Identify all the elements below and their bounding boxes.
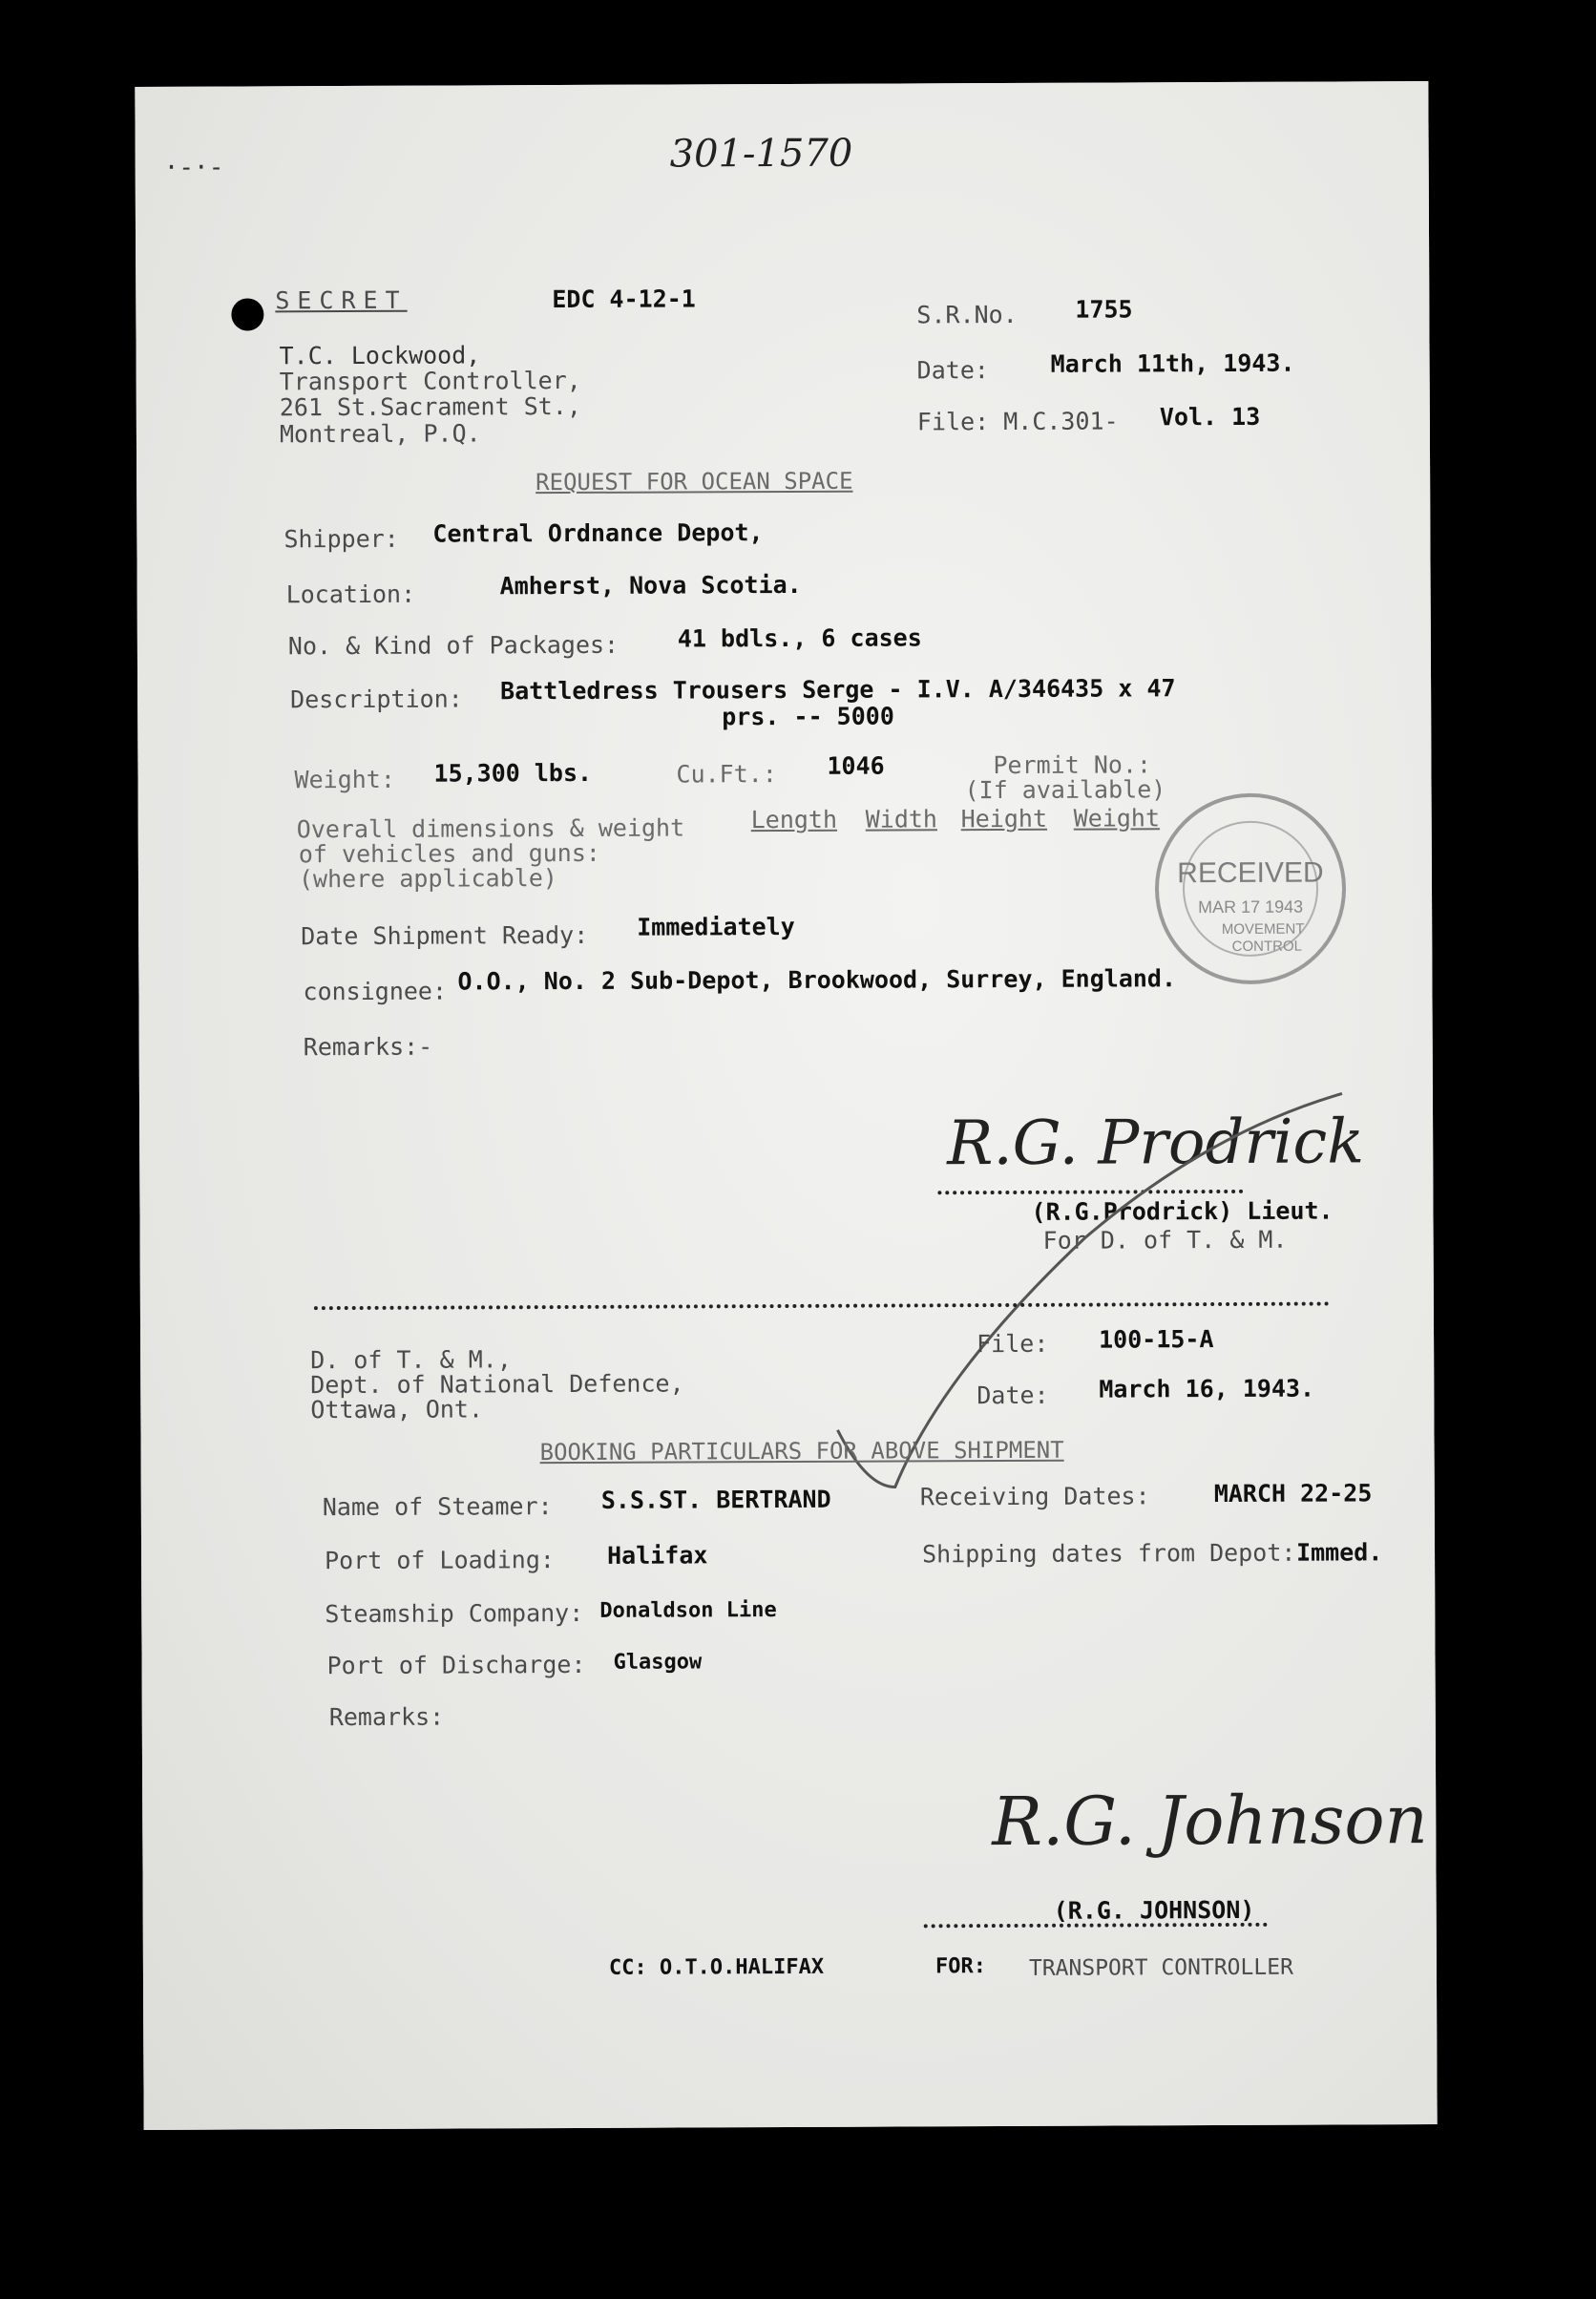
file-label: File: M.C.301- [916, 407, 1119, 436]
prodrick-signature: R.G. Prodrick [947, 1107, 1365, 1180]
remarks-label: Remarks:- [303, 1032, 433, 1062]
sender-line-4: Montreal, P.Q. [279, 419, 481, 449]
dimensions-line-2: of vehicles and guns: [298, 838, 600, 869]
booking-date-label: Date: [976, 1381, 1049, 1410]
addressee-line-1: D. of T. & M., [310, 1345, 512, 1375]
date-label: Date: [916, 356, 989, 385]
stamp-date: MAR 17 1943 [1198, 896, 1304, 917]
for-label: FOR: [934, 1954, 986, 1979]
discharge-label: Port of Discharge: [326, 1650, 586, 1680]
request-title: REQUEST FOR OCEAN SPACE [536, 467, 853, 496]
booking-date-value: March 16, 1943. [1099, 1374, 1315, 1403]
booking-file-label: File: [976, 1329, 1049, 1359]
received-stamp [1150, 788, 1352, 989]
punch-hole [231, 298, 263, 330]
ink-marks: ·-·- [163, 153, 224, 182]
for-value: TRANSPORT CONTROLLER [1028, 1954, 1293, 1981]
file-value: Vol. 13 [1159, 402, 1261, 432]
location-label: Location: [285, 580, 416, 609]
sender-line-1: T.C. Lockwood, [279, 341, 481, 370]
shipping-label: Shipping dates from Depot: [921, 1538, 1296, 1569]
johnson-signature: R.G. Johnson [992, 1781, 1428, 1862]
consignee-value: O.O., No. 2 Sub-Depot, Brookwood, Surrey, England. [457, 964, 1177, 996]
steamer-value: S.S.ST. BERTRAND [600, 1485, 831, 1514]
packages-label: No. & Kind of Packages: [287, 630, 620, 661]
receiving-value: MARCH 22-25 [1213, 1479, 1373, 1508]
stamp-line-2: CONTROL [1231, 938, 1302, 955]
sr-value: 1755 [1075, 295, 1133, 324]
addressee-line-3: Ottawa, Ont. [310, 1395, 484, 1424]
receiving-label: Receiving Dates: [919, 1482, 1150, 1511]
ready-value: Immediately [637, 912, 795, 941]
description-line-2: prs. -- 5000 [722, 702, 894, 731]
shipping-value: Immed. [1295, 1538, 1383, 1567]
classification-label: SECRET [275, 285, 408, 315]
shipper-label: Shipper: [284, 524, 399, 554]
weight-label: Weight: [294, 765, 395, 794]
signer-name-2: (R.G. JOHNSON) [1053, 1895, 1255, 1925]
ready-label: Date Shipment Ready: [301, 920, 589, 951]
stamp-line-1: MOVEMENT [1221, 920, 1305, 939]
sr-label: S.R.No. [916, 300, 1018, 329]
loading-label: Port of Loading: [325, 1546, 555, 1575]
dimension-header-length: Length [750, 805, 838, 834]
handwritten-reference: 301-1570 [669, 131, 853, 177]
discharge-value: Glasgow [613, 1650, 703, 1675]
signer-for-1: For D. of T. & M. [1042, 1225, 1288, 1255]
booking-title: BOOKING PARTICULARS FOR ABOVE SHIPMENT [539, 1436, 1064, 1466]
booking-remarks-label: Remarks: [328, 1702, 445, 1732]
date-value: March 11th, 1943. [1050, 348, 1295, 378]
dimensions-line-3: (where applicable) [298, 864, 557, 894]
steamer-label: Name of Steamer: [322, 1492, 553, 1522]
sender-line-2: Transport Controller, [279, 366, 581, 396]
cuft-value: 1046 [827, 751, 885, 780]
document-page [135, 81, 1437, 2130]
shipper-value: Central Ordnance Depot, [432, 518, 764, 548]
sender-line-3: 261 St.Sacrament St., [279, 391, 581, 422]
packages-value: 41 bdls., 6 cases [677, 623, 922, 653]
dimension-header-width: Width [865, 805, 938, 833]
cc-label: CC: O.T.O.HALIFAX [608, 1954, 825, 1980]
document-reference: EDC 4-12-1 [552, 285, 696, 314]
booking-file-value: 100-15-A [1099, 1325, 1214, 1354]
dimension-header-height: Height [960, 804, 1048, 833]
permit-note: (If available) [964, 775, 1166, 805]
description-line-1: Battledress Trousers Serge - I.V. A/346435 x 47 [500, 674, 1176, 706]
dimension-header-weight: Weight [1073, 804, 1161, 833]
consignee-label: consignee: [303, 977, 448, 1006]
location-value: Amherst, Nova Scotia. [499, 570, 802, 601]
permit-label: Permit No.: [993, 750, 1152, 780]
addressee-line-2: Dept. of National Defence, [310, 1369, 684, 1400]
loading-value: Halifax [606, 1541, 708, 1570]
dimensions-line-1: Overall dimensions & weight [296, 813, 685, 844]
description-label: Description: [290, 685, 463, 714]
company-label: Steamship Company: [325, 1598, 584, 1629]
signer-name-1: (R.G.Prodrick) Lieut. [1031, 1196, 1334, 1226]
weight-value: 15,300 lbs. [433, 758, 593, 788]
company-value: Donaldson Line [599, 1598, 777, 1623]
stamp-main-text: RECEIVED [1177, 856, 1324, 890]
cuft-label: Cu.Ft.: [676, 760, 777, 789]
